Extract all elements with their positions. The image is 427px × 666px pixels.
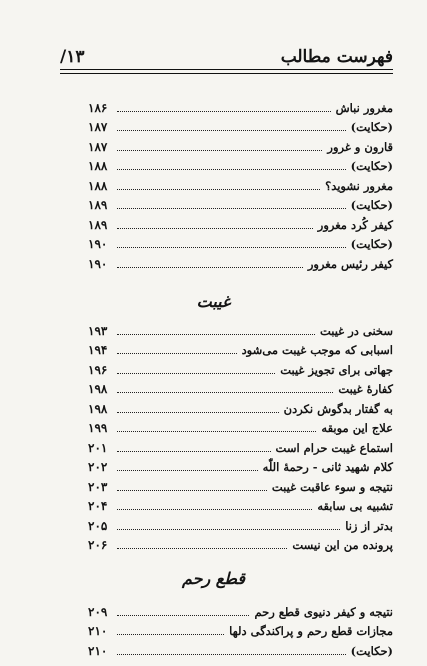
toc-entry-page: ۱۸۹ — [88, 217, 108, 232]
dot-leader — [117, 208, 346, 209]
toc-entry-title: (حکایت) — [350, 237, 393, 251]
dot-leader — [117, 490, 267, 491]
dot-leader — [117, 509, 312, 510]
toc-entry-title: نتیجه و سوء عاقبت غیبت — [271, 479, 393, 494]
toc-entry-title: کفارهٔ غیبت — [338, 382, 393, 396]
header-page-number: /۱۳ — [60, 47, 85, 67]
toc-entry-title: استماع غیبت حرام است — [275, 440, 393, 455]
toc-entry — [88, 621, 393, 641]
dot-leader — [117, 634, 224, 635]
dot-leader — [117, 529, 340, 530]
dot-leader — [117, 373, 275, 374]
toc-entry — [88, 253, 393, 273]
toc-entry-title: مغرور نباش — [335, 100, 393, 115]
dot-leader — [117, 111, 331, 112]
toc-section-list — [88, 320, 393, 554]
toc-entry — [88, 320, 393, 340]
header-rule-bottom — [60, 73, 393, 74]
toc-entry-page: ۱۹۴ — [88, 343, 108, 357]
toc-entry-title: پرونده من این نیست — [292, 538, 393, 552]
dot-leader — [117, 228, 313, 229]
toc-entry-page: ۲۰۱ — [88, 440, 108, 455]
toc-entry — [88, 398, 393, 418]
toc-entry — [88, 359, 393, 379]
header-title: فهرست مطالب — [280, 47, 393, 67]
toc-entry-title: مغرور نشوید؟ — [325, 178, 393, 193]
section-heading: قطع رحم — [181, 569, 246, 588]
toc-entry-page: ۲۱۰ — [88, 643, 108, 658]
toc-entry-title: قارون و غرور — [327, 139, 393, 154]
toc-entry-page: ۱۹۳ — [88, 323, 108, 338]
toc-entry — [88, 640, 393, 660]
toc-entry-title: تشبیه بی سابقه — [317, 499, 393, 513]
toc-entry-page: ۱۹۹ — [88, 421, 108, 435]
toc-entry-title: اسبابی که موجب غیبت می‌شود — [241, 343, 393, 357]
toc-entry-title: (حکایت) — [350, 120, 393, 134]
toc-entry — [88, 117, 393, 137]
toc-entry-page: ۲۰۲ — [88, 460, 108, 474]
toc-entry-title: کیفر کُرد مغرور — [317, 217, 393, 232]
toc-entry-page: ۱۸۸ — [88, 178, 108, 193]
toc-entry-page: ۲۰۴ — [88, 499, 108, 513]
dot-leader — [117, 130, 346, 131]
toc-entry — [88, 457, 393, 477]
dot-leader — [117, 412, 279, 413]
toc-section-list — [88, 601, 393, 660]
toc-entry-title: (حکایت) — [350, 643, 393, 658]
toc-entry — [88, 437, 393, 457]
toc-entry-title: نتیجه و کیفر دنیوی قطع رحم — [254, 604, 393, 619]
toc-entry — [88, 418, 393, 438]
dot-leader — [117, 334, 315, 335]
dot-leader — [117, 247, 346, 248]
toc-entry-page: ۲۰۹ — [88, 604, 108, 619]
toc-entry — [88, 515, 393, 535]
toc-entry — [88, 97, 393, 117]
toc-entry-page: ۱۸۹ — [88, 198, 108, 212]
toc-entry — [88, 476, 393, 496]
toc-entry-title: (حکایت) — [350, 159, 393, 173]
section-heading: غیبت — [196, 292, 231, 311]
toc-entry-page: ۱۹۸ — [88, 401, 108, 416]
toc-entry — [88, 214, 393, 234]
dot-leader — [117, 470, 258, 471]
toc-entry — [88, 379, 393, 399]
header-rule-top — [60, 69, 393, 70]
toc-entry-page: ۱۹۶ — [88, 362, 108, 377]
toc-entry-page: ۱۹۸ — [88, 382, 108, 396]
toc-entry — [88, 175, 393, 195]
dot-leader — [117, 353, 237, 354]
dot-leader — [117, 267, 303, 268]
dot-leader — [117, 654, 346, 655]
toc-entry-page: ۱۸۶ — [88, 100, 108, 115]
toc-section-list — [88, 97, 393, 273]
toc-entry-title: کیفر رئیس مغرور — [307, 256, 393, 271]
toc-entry-page: ۲۰۶ — [88, 538, 108, 552]
toc-entry-title: جهاتی برای تجویز غیبت — [280, 362, 393, 377]
toc-entry-title: بدتر از زنا — [345, 518, 393, 533]
dot-leader — [117, 548, 287, 549]
dot-leader — [117, 392, 333, 393]
toc-entry — [88, 496, 393, 516]
dot-leader — [117, 189, 320, 190]
dot-leader — [117, 451, 271, 452]
toc-entry-title: علاج این موبقه — [321, 421, 393, 435]
toc-entry — [88, 234, 393, 254]
toc-entry-page: ۱۸۷ — [88, 139, 108, 154]
toc-entry-title: به گفتار بدگوش نکردن — [283, 401, 393, 416]
toc-entry — [88, 156, 393, 176]
toc-entry — [88, 136, 393, 156]
toc-entry-page: ۱۸۸ — [88, 159, 108, 173]
toc-entry-title: (حکایت) — [350, 198, 393, 212]
dot-leader — [117, 150, 322, 151]
toc-entry-page: ۲۱۰ — [88, 624, 108, 638]
toc-entry-page: ۱۹۰ — [88, 256, 108, 271]
toc-entry-page: ۲۰۵ — [88, 518, 108, 533]
dot-leader — [117, 431, 316, 432]
page-header — [60, 40, 393, 68]
dot-leader — [117, 615, 249, 616]
toc-entry — [88, 195, 393, 215]
toc-entry — [88, 340, 393, 360]
toc-entry-page: ۱۹۰ — [88, 237, 108, 251]
dot-leader — [117, 169, 346, 170]
toc-entry — [88, 601, 393, 621]
toc-entry-page: ۱۸۷ — [88, 120, 108, 134]
toc-entry-title: سخنی در غیبت — [319, 323, 393, 338]
toc-entry — [88, 535, 393, 555]
toc-entry-title: کلام شهید ثانی - رحمهٔ اللّٰه — [262, 460, 393, 474]
toc-entry-page: ۲۰۳ — [88, 479, 108, 494]
toc-entry-title: مجازات قطع رحم و پراکندگی دلها — [229, 624, 393, 638]
